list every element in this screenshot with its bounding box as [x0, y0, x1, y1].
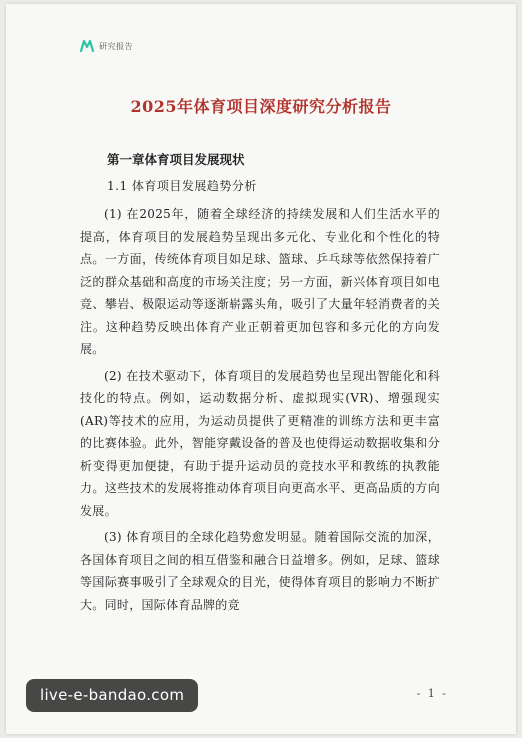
paragraph-2: (2) 在技术驱动下，体育项目的发展趋势也呈现出智能化和科技化的特点。例如，运动数据分析、虚拟现实(VR)、增强现实(AR)等技术的应用，为运动员提供了更精准的训练方法和更丰富的比赛体验。此外，智能穿戴设备的普及也使得运动数据收集和分析变得更加便捷，有助于提升运动员的竞技水平和教练的执教能力。这些技术的发展将推动体育项目向更高水平、更高品质的方向发展。	[80, 368, 440, 518]
watermark-badge: live-e-bandao.com	[26, 679, 198, 712]
report-header	[80, 40, 133, 52]
document-title: 2025年体育项目深度研究分析报告	[130, 97, 392, 116]
chapter-heading: 第一章体育项目发展现状	[107, 152, 245, 167]
report-logo-icon	[80, 40, 94, 52]
page-number: - 1 -	[416, 687, 448, 700]
section-heading: 1.1 体育项目发展趋势分析	[107, 179, 257, 193]
paragraph-1: (1) 在2025年，随着全球经济的持续发展和人们生活水平的提高，体育项目的发展趋势呈现出多元化、专业化和个性化的特点。一方面，传统体育项目如足球、篮球、乒乓球等依然保持着广泛的群众基础和高度的市场关注度；另一方面，新兴体育项目如电竞、攀岩、极限运动等逐渐崭露头角，吸引了大量年轻消费者的关注。这种趋势反映出体育产业正朝着更加包容和多元化的方向发展。	[80, 207, 440, 356]
header-label: 研究报告	[99, 41, 133, 51]
document-body	[80, 203, 440, 620]
paragraph-3: (3) 体育项目的全球化趋势愈发明显。随着国际交流的加深，各国体育项目之间的相互借鉴和融合日益增多。例如，足球、篮球等国际赛事吸引了全球观众的目光，使得体育项目的影响力不断扩大。同时，国际体育品牌的竞	[80, 530, 440, 612]
